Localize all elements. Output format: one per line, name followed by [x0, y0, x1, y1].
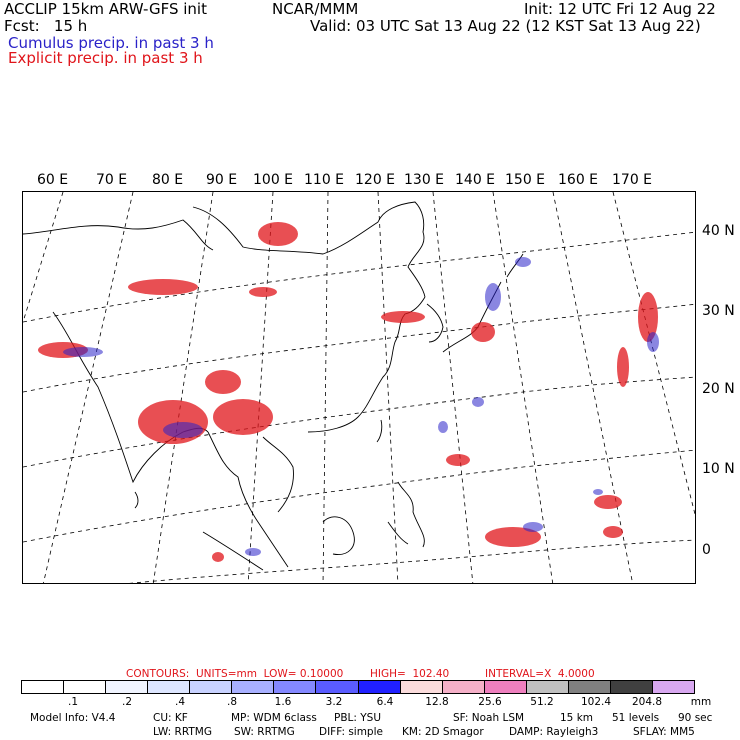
colorbar-cell: [316, 681, 358, 693]
lon-label: 130 E: [404, 172, 445, 188]
forecast-hour: Fcst: 15 h: [4, 17, 88, 35]
lat-label: 0: [702, 542, 711, 558]
colorbar-cell: [443, 681, 485, 693]
colorbar-cell: [485, 681, 527, 693]
colorbar-tick: 1.6: [274, 696, 292, 708]
model-info: Model Info: V4.4: [30, 712, 116, 724]
model-info: SF: Noah LSM: [453, 712, 525, 724]
lon-label: 60 E: [37, 172, 69, 188]
lon-label: 170 E: [612, 172, 653, 188]
model-title: ACCLIP 15km ARW-GFS init: [4, 0, 207, 18]
model-info: CU: KF: [153, 712, 188, 724]
colorbar-cell: [359, 681, 401, 693]
contours-label: CONTOURS: UNITS=mm LOW= 0.10000: [126, 668, 344, 680]
contours-high: HIGH= 102.40: [370, 668, 450, 680]
colorbar-tick: 102.4: [580, 696, 612, 708]
model-info: 90 sec: [678, 712, 713, 724]
precip-map: [22, 191, 696, 584]
model-info: LW: RRTMG: [153, 726, 212, 738]
lon-label: 70 E: [96, 172, 128, 188]
model-info: PBL: YSU: [334, 712, 382, 724]
graticule: [23, 192, 696, 584]
colorbar-tick: 51.2: [530, 696, 554, 708]
colorbar-cell: [232, 681, 274, 693]
colorbar-cell: [653, 681, 694, 693]
lat-label: 10 N: [702, 461, 735, 477]
contours-interval: INTERVAL=X 4.0000: [485, 668, 595, 680]
model-info: DIFF: simple: [319, 726, 383, 738]
colorbar-tick: 3.2: [325, 696, 343, 708]
colorbar: [21, 680, 695, 694]
lon-label: 120 E: [355, 172, 396, 188]
colorbar-tick: 25.6: [478, 696, 502, 708]
colorbar-cell: [274, 681, 316, 693]
colorbar-tick: .4: [174, 696, 186, 708]
lon-label: 150 E: [505, 172, 546, 188]
lon-label: 90 E: [206, 172, 238, 188]
model-info: SFLAY: MM5: [633, 726, 695, 738]
map-canvas: [23, 192, 696, 584]
valid-time: Valid: 03 UTC Sat 13 Aug 22 (12 KST Sat 13 Aug 22): [310, 17, 701, 35]
model-info: SW: RRTMG: [234, 726, 295, 738]
lon-label: 80 E: [152, 172, 184, 188]
colorbar-tick: .8: [226, 696, 238, 708]
cumulus-legend: Cumulus precip. in past 3 h: [8, 34, 214, 52]
colorbar-tick: .1: [67, 696, 79, 708]
model-info: 15 km: [560, 712, 594, 724]
model-info: KM: 2D Smagor: [402, 726, 484, 738]
lon-label: 110 E: [304, 172, 345, 188]
colorbar-cell: [148, 681, 190, 693]
colorbar-cell: [64, 681, 106, 693]
colorbar-cell: [106, 681, 148, 693]
colorbar-cell: [611, 681, 653, 693]
colorbar-tick: 204.8: [631, 696, 663, 708]
explicit-precip: [38, 222, 658, 562]
lon-label: 100 E: [253, 172, 294, 188]
model-info: MP: WDM 6class: [231, 712, 317, 724]
colorbar-cell: [527, 681, 569, 693]
coastlines: [23, 202, 523, 570]
colorbar-cell: [190, 681, 232, 693]
org-label: NCAR/MMM: [272, 0, 359, 18]
model-info: 51 levels: [612, 712, 660, 724]
lon-label: 160 E: [558, 172, 599, 188]
init-label: Init: 12 UTC Fri 12 Aug 22: [524, 0, 716, 18]
lat-label: 40 N: [702, 223, 735, 239]
lat-label: 20 N: [702, 381, 735, 397]
colorbar-cell: [22, 681, 64, 693]
colorbar-unit: mm: [690, 696, 712, 708]
colorbar-tick: .2: [121, 696, 133, 708]
colorbar-cell: [401, 681, 443, 693]
lat-label: 30 N: [702, 303, 735, 319]
colorbar-cell: [569, 681, 611, 693]
lon-label: 140 E: [455, 172, 496, 188]
colorbar-tick: 12.8: [425, 696, 449, 708]
explicit-legend: Explicit precip. in past 3 h: [8, 49, 203, 67]
model-info: DAMP: Rayleigh3: [509, 726, 599, 738]
colorbar-tick: 6.4: [376, 696, 394, 708]
